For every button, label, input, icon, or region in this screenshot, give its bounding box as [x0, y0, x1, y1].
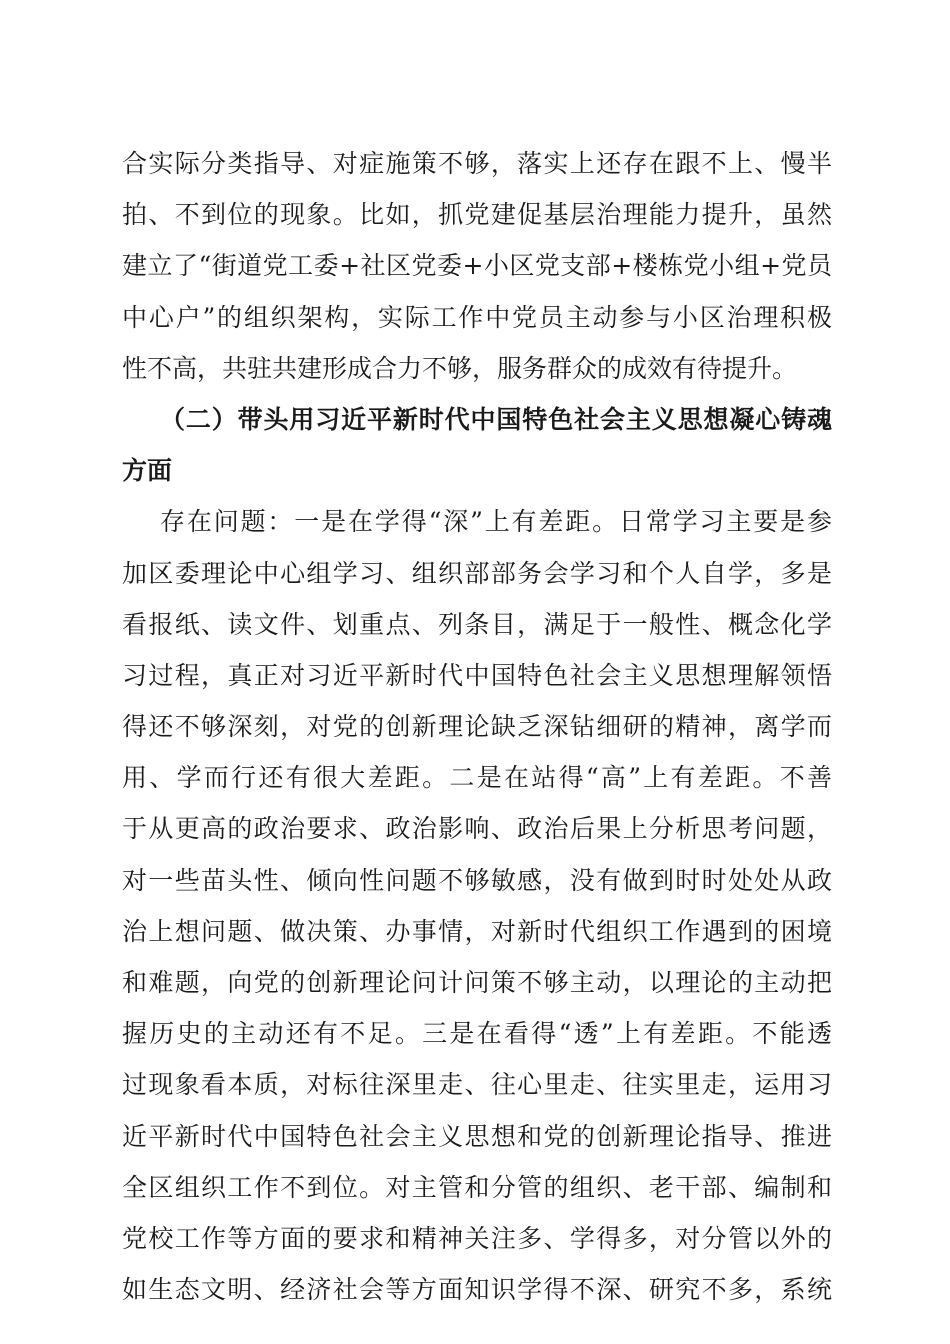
heading-line: 方面 — [122, 456, 173, 486]
text-line: 和难题，向党的创新理论问计问策不够主动，以理论的主动把 — [122, 968, 832, 997]
text-line: 性不高，共驻共建形成合力不够，服务群众的成效有待提升。 — [122, 353, 798, 383]
text-line: 习过程，真正对习近平新时代中国特色社会主义思想理解领悟 — [122, 660, 832, 690]
text-line: 党校工作等方面的要求和精神关注多、学得多，对分管以外的 — [122, 1223, 832, 1253]
text-line: 握历史的主动还有不足。三是在看得“透”上有差距。不能透 — [122, 1019, 832, 1049]
text-line: 拍、不到位的现象。比如，抓党建促基层治理能力提升，虽然 — [122, 200, 832, 230]
section-heading — [122, 394, 832, 496]
heading-line: （二）带头用习近平新时代中国特色社会主义思想凝心铸魂 — [160, 404, 832, 434]
document-body — [122, 138, 832, 1315]
text-line: 如生态文明、经济社会等方面知识学得不深、研究不多，系统 — [122, 1275, 832, 1305]
text-line: 过现象看本质，对标往深里走、往心里走、往实里走，运用习 — [122, 1070, 832, 1100]
text-line: 近平新时代中国特色社会主义思想和党的创新理论指导、推进 — [122, 1121, 832, 1151]
text-line: 存在问题：一是在学得“深”上有差距。日常学习主要是参 — [160, 507, 832, 537]
paragraph-problems — [122, 496, 832, 1315]
text-line: 中心户”的组织架构，实际工作中党员主动参与小区治理积极 — [122, 302, 832, 332]
text-line: 建立了“街道党工委+社区党委+小区党支部+楼栋党小组+党员 — [122, 251, 832, 281]
text-line: 合实际分类指导、对症施策不够，落实上还存在跟不上、慢半 — [122, 149, 832, 178]
text-line: 得还不够深刻，对党的创新理论缺乏深钻细研的精神，离学而 — [122, 712, 832, 742]
text-line: 治上想问题、做决策、办事情，对新时代组织工作遇到的困境 — [122, 916, 832, 946]
text-line: 于从更高的政治要求、政治影响、政治后果上分析思考问题， — [122, 814, 832, 844]
text-line: 加区委理论中心组学习、组织部部务会学习和个人自学，多是 — [122, 558, 832, 588]
text-line: 用、学而行还有很大差距。二是在站得“高”上有差距。不善 — [122, 763, 832, 793]
text-line: 全区组织工作不到位。对主管和分管的组织、老干部、编制和 — [122, 1172, 832, 1202]
paragraph-continuation — [122, 138, 832, 394]
text-line: 对一些苗头性、倾向性问题不够敏感，没有做到时时处处从政 — [122, 865, 832, 895]
text-line: 看报纸、读文件、划重点、列条目，满足于一般性、概念化学 — [122, 609, 832, 639]
